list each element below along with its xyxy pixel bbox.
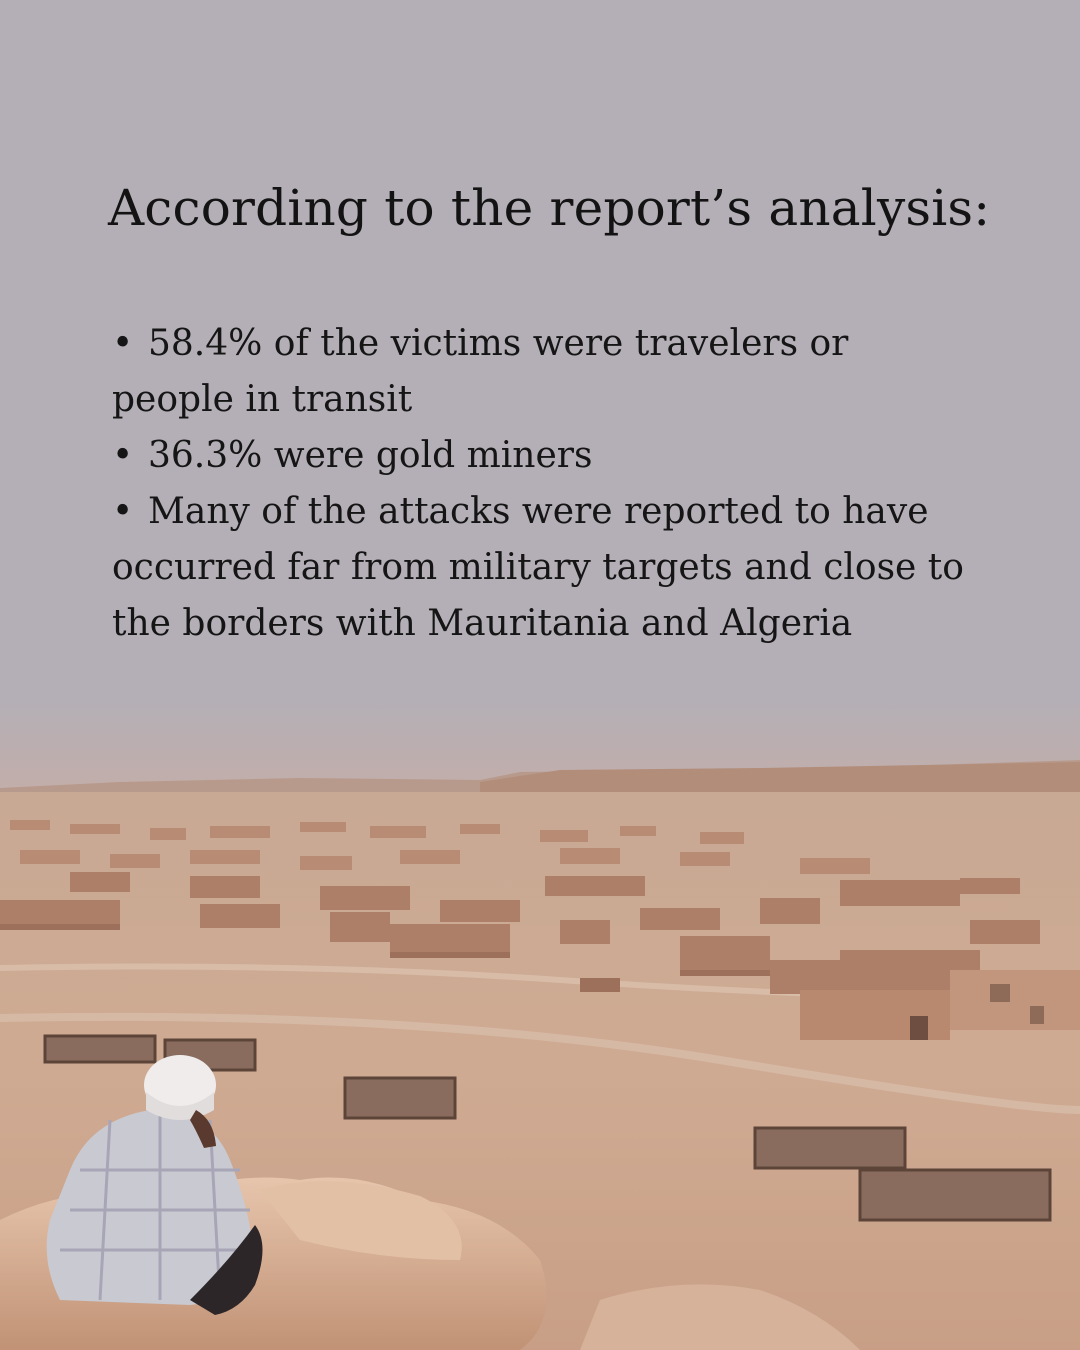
bullet-marker: • <box>112 491 134 532</box>
bullet-text: 58.4% of the victims were travelers or people in transit <box>112 323 849 420</box>
headline: According to the report’s analysis: <box>108 179 991 237</box>
bullet-item <box>112 316 972 428</box>
desert-scene-illustration <box>0 700 1080 1350</box>
bullet-list <box>112 316 972 652</box>
bullet-item <box>112 484 972 652</box>
bullet-item <box>112 428 972 484</box>
bullet-text: 36.3% were gold miners <box>148 435 593 476</box>
desert-settlement-photo <box>0 700 1080 1350</box>
bullet-text: Many of the attacks were reported to have occurred far from military targets and close to the borders with Mauritania and Algeria <box>112 491 964 644</box>
bullet-marker: • <box>112 323 134 364</box>
bullet-marker: • <box>112 435 134 476</box>
